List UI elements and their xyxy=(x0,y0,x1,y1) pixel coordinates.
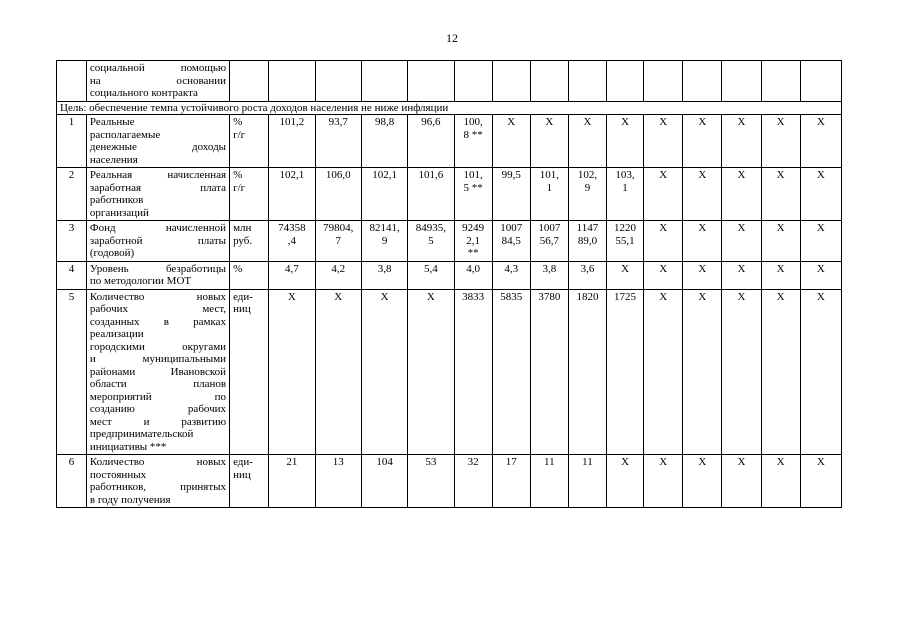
cell-line: ниц xyxy=(233,303,251,315)
cell-line: 11 xyxy=(544,456,555,468)
cell-line: 53 xyxy=(425,456,437,468)
value-cell xyxy=(607,261,644,289)
cell-line: денежные доходы xyxy=(89,141,227,153)
empty-cell xyxy=(568,61,606,102)
cell-line: г/г xyxy=(233,181,246,194)
cell-line: городскими округами xyxy=(89,340,227,353)
empty-cell xyxy=(722,61,761,102)
value-cell xyxy=(530,455,568,508)
value-cell xyxy=(761,289,800,455)
value-cell xyxy=(568,455,606,508)
cell-line: и муниципальными xyxy=(89,353,227,365)
indicator-name xyxy=(86,168,229,221)
table-row xyxy=(57,455,842,508)
cell-line: X xyxy=(816,116,825,128)
cell-line: 101,2 xyxy=(279,116,305,128)
value-cell xyxy=(315,115,361,168)
cell-line: 106,0 xyxy=(325,169,351,181)
cell-line: 99,5 xyxy=(501,169,521,181)
value-cell xyxy=(269,221,315,262)
cell-line: млн xyxy=(233,222,252,234)
cell-line: X xyxy=(334,290,343,303)
cell-line: X xyxy=(659,116,668,128)
cell-line: 100, xyxy=(463,116,483,128)
cell-line: 101, xyxy=(539,169,559,181)
cell-line: 79804, xyxy=(323,222,354,234)
cell-line: X xyxy=(816,456,825,468)
cell-line: 4,2 xyxy=(331,262,346,275)
cell-line: X xyxy=(737,262,746,275)
cell-line: еди- xyxy=(233,290,253,303)
cell-line: области планов xyxy=(89,378,227,390)
cell-line: 98,8 xyxy=(374,116,395,128)
cell-line: X xyxy=(737,116,746,128)
cell-line: созданию рабочих xyxy=(89,403,227,415)
cell-line: X xyxy=(659,290,668,303)
value-cell xyxy=(315,289,361,455)
goal-text: Цель: обеспечение темпа устойчивого роста доходов населения не ниже инфляции xyxy=(57,101,842,115)
unit-cell xyxy=(230,289,269,455)
cell-line: X xyxy=(737,222,746,234)
cell-line: мероприятий по xyxy=(89,390,227,403)
value-cell xyxy=(683,221,722,262)
cell-line: созданных в рамках xyxy=(89,315,227,328)
empty-cell xyxy=(454,61,492,102)
cell-line: 1 xyxy=(622,181,628,194)
cell-line: % xyxy=(233,262,243,275)
cell-line: Фонд начисленной xyxy=(89,222,227,234)
cell-line: ниц xyxy=(233,468,251,481)
cell-line: 3,8 xyxy=(377,262,392,275)
cell-line: располагаемые xyxy=(89,128,161,141)
value-cell xyxy=(454,221,492,262)
value-cell xyxy=(269,289,315,455)
cell-line: предпринимательской xyxy=(89,428,194,440)
value-cell xyxy=(454,168,492,221)
row-number: 4 xyxy=(57,261,87,289)
cell-line: X xyxy=(698,169,707,181)
cell-line: заработная плата xyxy=(89,181,227,194)
unit-cell xyxy=(230,221,269,262)
cell-line: 89,0 xyxy=(577,234,598,247)
row-number: 2 xyxy=(57,168,87,221)
cell-line: на основании xyxy=(89,74,227,87)
value-cell xyxy=(683,168,722,221)
value-cell xyxy=(492,115,530,168)
cell-line: 11 xyxy=(582,456,593,468)
value-cell xyxy=(315,261,361,289)
cell-line: заработной платы xyxy=(89,234,227,247)
cell-line: 1007 xyxy=(500,222,523,234)
value-cell xyxy=(683,261,722,289)
empty-cell xyxy=(361,61,407,102)
cell-line: X xyxy=(659,222,668,234)
cell-line: 2,1 xyxy=(466,234,480,247)
cell-line: X xyxy=(737,456,746,468)
empty-cell xyxy=(530,61,568,102)
value-cell xyxy=(361,115,407,168)
cell-line: реализации xyxy=(89,328,144,340)
table-row xyxy=(57,168,842,221)
empty-cell xyxy=(761,61,800,102)
cell-line: г/г xyxy=(233,128,246,141)
cell-line: 5 xyxy=(428,234,434,247)
empty-cell xyxy=(269,61,315,102)
cell-line: X xyxy=(545,116,554,128)
value-cell xyxy=(800,168,841,221)
cell-line: 1 xyxy=(546,181,553,194)
value-cell xyxy=(722,261,761,289)
empty-cell xyxy=(800,61,841,102)
cell-line: ,4 xyxy=(287,234,296,247)
cell-line: 56,7 xyxy=(539,234,559,247)
cell-line: организаций xyxy=(89,206,149,219)
cell-line: 4,0 xyxy=(466,262,480,275)
value-cell xyxy=(683,289,722,455)
cell-line: Количество новых xyxy=(89,456,227,468)
cell-line: 1147 xyxy=(576,222,599,234)
cell-line: X xyxy=(698,116,707,128)
cell-line: 102, xyxy=(577,169,598,181)
cell-line: районами Ивановской xyxy=(89,365,227,378)
cell-line: X xyxy=(380,290,389,303)
cell-line: X xyxy=(621,116,630,128)
cell-line: X xyxy=(698,456,707,468)
cell-line: 9 xyxy=(584,181,591,194)
goal-row xyxy=(57,101,842,115)
unit-cell xyxy=(230,455,269,508)
cell-line: 1007 xyxy=(538,222,561,234)
row-number: 3 xyxy=(57,221,87,262)
cell-line: Реальные xyxy=(89,116,135,128)
page-number: 12 xyxy=(446,31,458,45)
value-cell xyxy=(800,261,841,289)
cell-line: 104 xyxy=(376,456,393,468)
cell-line: ** xyxy=(467,247,479,259)
value-cell xyxy=(492,221,530,262)
empty-cell xyxy=(644,61,683,102)
row-number: 5 xyxy=(57,289,87,455)
cell-line: Количество новых xyxy=(89,290,227,303)
value-cell xyxy=(761,261,800,289)
cell-line: X xyxy=(507,116,516,128)
value-cell xyxy=(269,115,315,168)
cell-line: 8 ** xyxy=(463,128,483,141)
cell-line: мест и развитию xyxy=(89,415,227,428)
value-cell xyxy=(269,455,315,508)
value-cell xyxy=(607,289,644,455)
table-row xyxy=(57,289,842,455)
value-cell xyxy=(722,168,761,221)
cell-line: в году получения xyxy=(89,493,171,506)
unit-cell xyxy=(230,261,269,289)
cell-line: X xyxy=(659,169,668,181)
cell-line: X xyxy=(621,262,630,275)
table-row xyxy=(57,115,842,168)
table-row xyxy=(57,61,842,102)
value-cell xyxy=(408,115,454,168)
cell-line: 1725 xyxy=(614,290,637,303)
table-row xyxy=(57,261,842,289)
value-cell xyxy=(800,221,841,262)
cell-line: 3,8 xyxy=(542,262,557,275)
cell-line: 5835 xyxy=(500,290,523,303)
value-cell xyxy=(722,289,761,455)
value-cell xyxy=(568,261,606,289)
value-cell xyxy=(644,115,683,168)
cell-line: X xyxy=(776,290,785,303)
cell-line: X xyxy=(426,290,435,303)
table-row xyxy=(57,221,842,262)
value-cell xyxy=(568,115,606,168)
cell-line: X xyxy=(659,456,668,468)
value-cell xyxy=(607,455,644,508)
value-cell xyxy=(361,168,407,221)
cell-line: еди- xyxy=(233,456,253,468)
indicator-name xyxy=(86,115,229,168)
cell-line: 84935, xyxy=(415,222,447,234)
cell-line: X xyxy=(737,290,746,303)
value-cell xyxy=(530,289,568,455)
row-number xyxy=(57,61,87,102)
cell-line: работников xyxy=(89,194,144,206)
cell-line: социального контракта xyxy=(89,87,198,99)
indicator-name xyxy=(86,289,229,455)
cell-line: работников, принятых xyxy=(89,481,227,493)
cell-line: X xyxy=(776,169,785,181)
value-cell xyxy=(269,168,315,221)
value-cell xyxy=(315,221,361,262)
indicator-name xyxy=(86,61,229,102)
indicator-name xyxy=(86,455,229,508)
cell-line: 32 xyxy=(467,456,479,468)
unit-cell xyxy=(230,168,269,221)
value-cell xyxy=(408,221,454,262)
empty-cell xyxy=(683,61,722,102)
indicator-name xyxy=(86,221,229,262)
cell-line: X xyxy=(698,222,707,234)
cell-line: X xyxy=(287,290,296,303)
cell-line: X xyxy=(621,456,630,468)
cell-line: 84,5 xyxy=(501,234,521,247)
cell-line: X xyxy=(776,456,785,468)
value-cell xyxy=(761,168,800,221)
value-cell xyxy=(683,455,722,508)
value-cell xyxy=(408,168,454,221)
cell-line: X xyxy=(776,222,785,234)
value-cell xyxy=(761,455,800,508)
cell-line: по методологии МОТ xyxy=(89,275,192,287)
value-cell xyxy=(361,455,407,508)
value-cell xyxy=(408,261,454,289)
value-cell xyxy=(607,221,644,262)
cell-line: X xyxy=(698,262,707,275)
value-cell xyxy=(568,221,606,262)
indicators-table xyxy=(56,60,842,508)
cell-line: % xyxy=(233,116,243,128)
cell-line: Уровень безработицы xyxy=(89,262,227,275)
value-cell xyxy=(761,221,800,262)
cell-line: X xyxy=(737,169,746,181)
value-cell xyxy=(644,455,683,508)
value-cell xyxy=(568,289,606,455)
cell-line: 55,1 xyxy=(615,234,635,247)
value-cell xyxy=(408,455,454,508)
value-cell xyxy=(722,115,761,168)
value-cell xyxy=(722,221,761,262)
empty-cell xyxy=(492,61,530,102)
cell-line: рабочих мест, xyxy=(89,303,227,315)
cell-line: 21 xyxy=(286,456,298,468)
value-cell xyxy=(315,455,361,508)
cell-line: X xyxy=(776,116,785,128)
value-cell xyxy=(492,455,530,508)
value-cell xyxy=(530,261,568,289)
cell-line: 1220 xyxy=(614,222,637,234)
cell-line: 1820 xyxy=(576,290,599,303)
cell-line: X xyxy=(816,169,825,181)
row-number: 1 xyxy=(57,115,87,168)
cell-line: X xyxy=(816,222,825,234)
value-cell xyxy=(607,115,644,168)
value-cell xyxy=(361,261,407,289)
unit-cell xyxy=(230,115,269,168)
cell-line: 102,1 xyxy=(372,169,397,181)
empty-cell xyxy=(607,61,644,102)
cell-line: Реальная начисленная xyxy=(89,169,227,181)
value-cell xyxy=(269,261,315,289)
cell-line: 74358 xyxy=(278,222,306,234)
value-cell xyxy=(800,289,841,455)
cell-line: (годовой) xyxy=(89,247,135,259)
cell-line: X xyxy=(659,262,668,275)
cell-line: 7 xyxy=(335,234,341,247)
cell-line: инициативы *** xyxy=(89,440,167,453)
value-cell xyxy=(722,455,761,508)
cell-line: 3780 xyxy=(538,290,561,303)
value-cell xyxy=(800,455,841,508)
value-cell xyxy=(644,289,683,455)
cell-line: 82141, xyxy=(369,222,400,234)
cell-line: социальной помощью xyxy=(89,62,227,74)
value-cell xyxy=(644,261,683,289)
value-cell xyxy=(644,221,683,262)
value-cell xyxy=(454,455,492,508)
cell-line: X xyxy=(776,262,785,275)
cell-line: % xyxy=(233,169,243,181)
value-cell xyxy=(644,168,683,221)
cell-line: X xyxy=(583,116,592,128)
cell-line: 96,6 xyxy=(421,116,441,128)
value-cell xyxy=(361,221,407,262)
cell-line: X xyxy=(816,290,825,303)
cell-line: 3,6 xyxy=(580,262,595,275)
cell-line: 17 xyxy=(505,456,517,468)
cell-line: 13 xyxy=(332,456,344,468)
cell-line: 3833 xyxy=(462,290,485,303)
value-cell xyxy=(454,115,492,168)
value-cell xyxy=(530,221,568,262)
cell-line: 9 xyxy=(381,234,388,247)
cell-line: 103, xyxy=(615,169,635,181)
value-cell xyxy=(492,289,530,455)
cell-line: 93,7 xyxy=(328,116,348,128)
value-cell xyxy=(530,115,568,168)
cell-line: населения xyxy=(89,153,138,166)
value-cell xyxy=(492,168,530,221)
value-cell xyxy=(454,289,492,455)
cell-line: 101, xyxy=(463,169,483,181)
row-number: 6 xyxy=(57,455,87,508)
empty-cell xyxy=(408,61,454,102)
value-cell xyxy=(454,261,492,289)
cell-line: 5 ** xyxy=(463,181,483,194)
cell-line: 4,7 xyxy=(285,262,299,275)
value-cell xyxy=(492,261,530,289)
cell-line: X xyxy=(816,262,825,275)
cell-line: 9249 xyxy=(462,222,485,234)
cell-line: постоянных xyxy=(89,468,147,481)
value-cell xyxy=(530,168,568,221)
value-cell xyxy=(761,115,800,168)
cell-line: 4,3 xyxy=(504,262,519,275)
value-cell xyxy=(408,289,454,455)
cell-line: 5,4 xyxy=(424,262,438,275)
cell-line: 101,6 xyxy=(418,169,444,181)
value-cell xyxy=(568,168,606,221)
value-cell xyxy=(315,168,361,221)
value-cell xyxy=(361,289,407,455)
cell-line: руб. xyxy=(233,234,253,247)
indicator-name xyxy=(86,261,229,289)
empty-cell xyxy=(230,61,269,102)
value-cell xyxy=(683,115,722,168)
empty-cell xyxy=(315,61,361,102)
cell-line: X xyxy=(698,290,707,303)
value-cell xyxy=(607,168,644,221)
value-cell xyxy=(800,115,841,168)
cell-line: 102,1 xyxy=(279,169,305,181)
